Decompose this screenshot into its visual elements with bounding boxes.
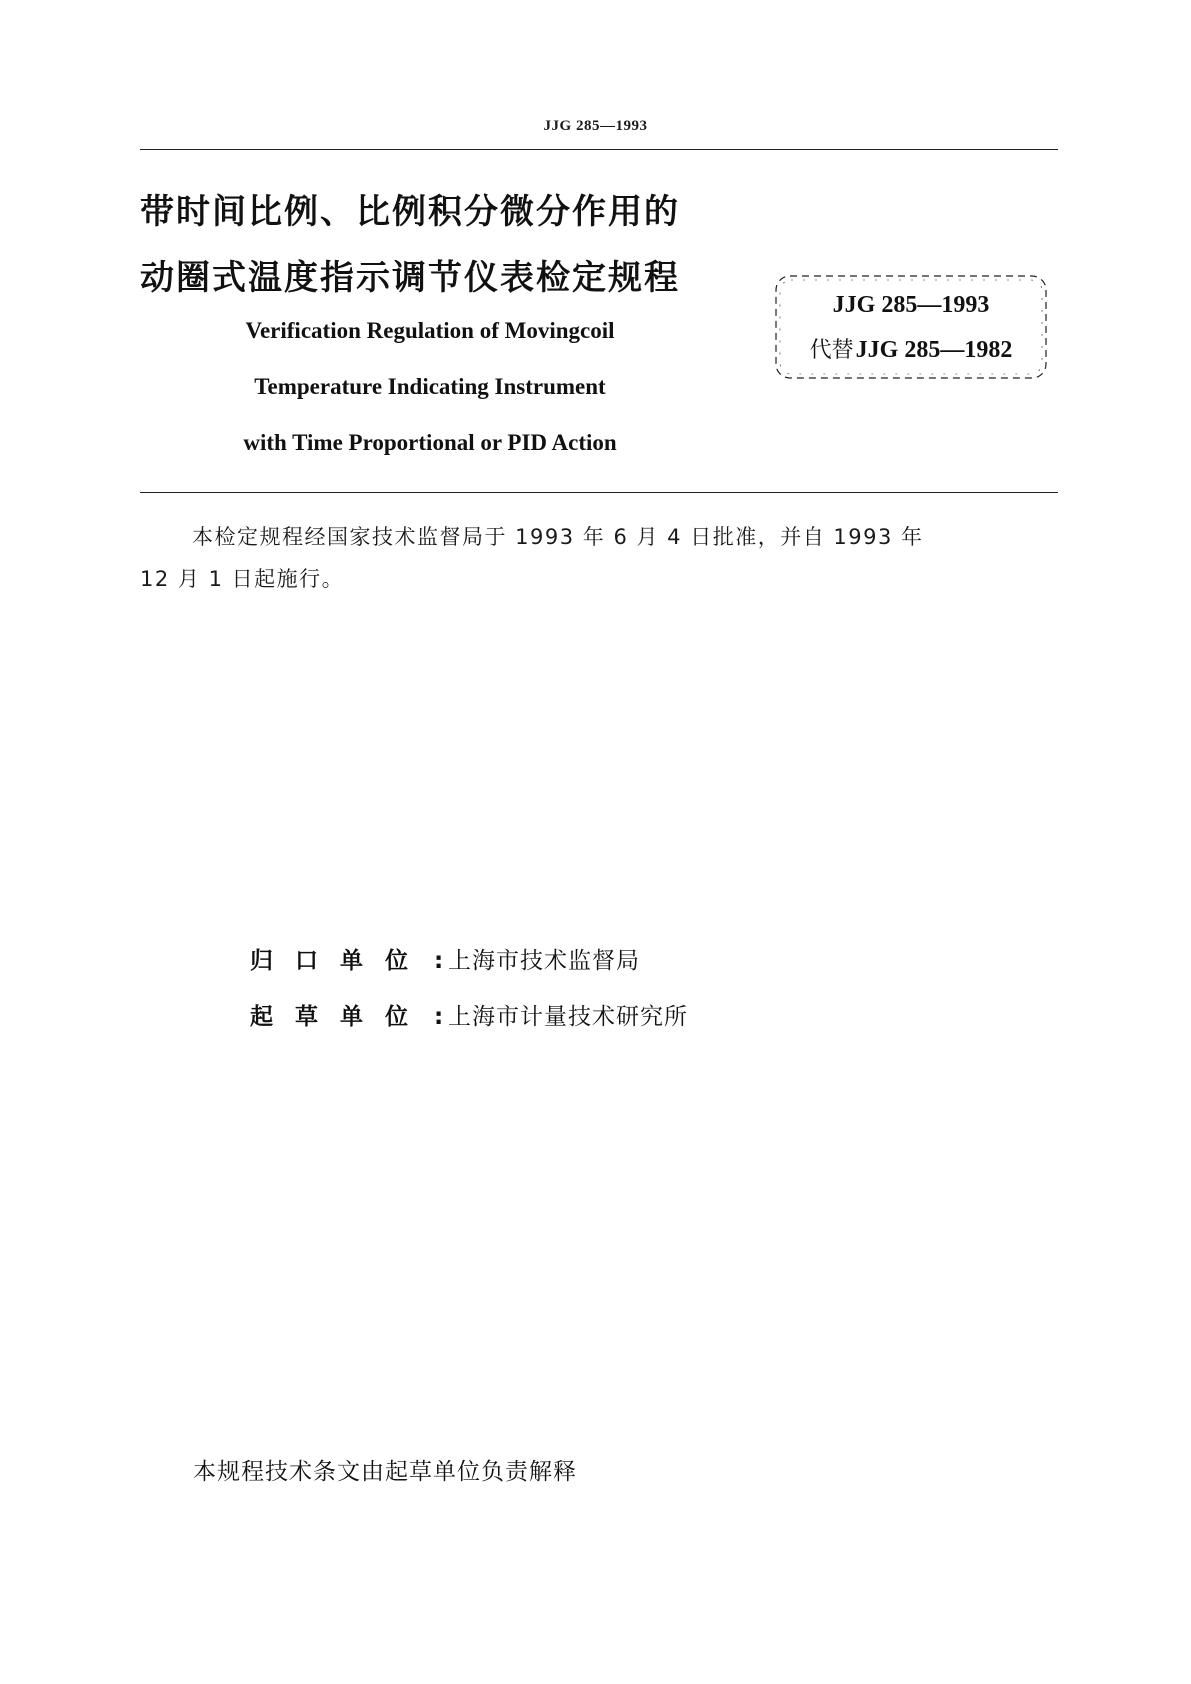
org-label: 起草单位	[250, 1004, 430, 1030]
approval-line-1: 本检定规程经国家技术监督局于 1993 年 6 月 4 日批准，并自 1993 年	[192, 525, 924, 549]
running-header: JJG 285—1993	[543, 118, 648, 134]
org-label: 归口单位	[250, 948, 430, 974]
title-cn-line-2: 动圈式温度指示调节仪表检定规程	[140, 258, 680, 298]
title-cn-line-1: 带时间比例、比例积分微分作用的	[140, 192, 680, 232]
stamp-replaces-code: JJG 285—1982	[855, 337, 1013, 363]
title-en-line-1: Verification Regulation of Movingcoil	[245, 318, 615, 343]
approval-line-2: 12 月 1 日起施行。	[140, 567, 345, 591]
org-colon: :	[434, 1004, 444, 1030]
stamp-replaces	[773, 333, 1049, 364]
stamp-border	[773, 272, 1049, 382]
org-value: 上海市技术监督局	[448, 948, 640, 974]
title-en-line-2: Temperature Indicating Instrument	[254, 374, 606, 399]
header-rule	[140, 149, 1058, 150]
org-row-responsible	[250, 942, 640, 975]
stamp-replaces-prefix: 代替	[809, 338, 854, 363]
standard-code-stamp	[773, 272, 1049, 382]
org-value: 上海市计量技术研究所	[448, 1004, 688, 1030]
org-row-drafting	[250, 998, 688, 1031]
title-en-line-3: with Time Proportional or PID Action	[243, 430, 617, 455]
section-rule	[140, 492, 1058, 493]
org-colon: :	[434, 948, 444, 974]
stamp-code: JJG 285—1993	[832, 292, 990, 318]
interpretation-note: 本规程技术条文由起草单位负责解释	[193, 1459, 577, 1485]
